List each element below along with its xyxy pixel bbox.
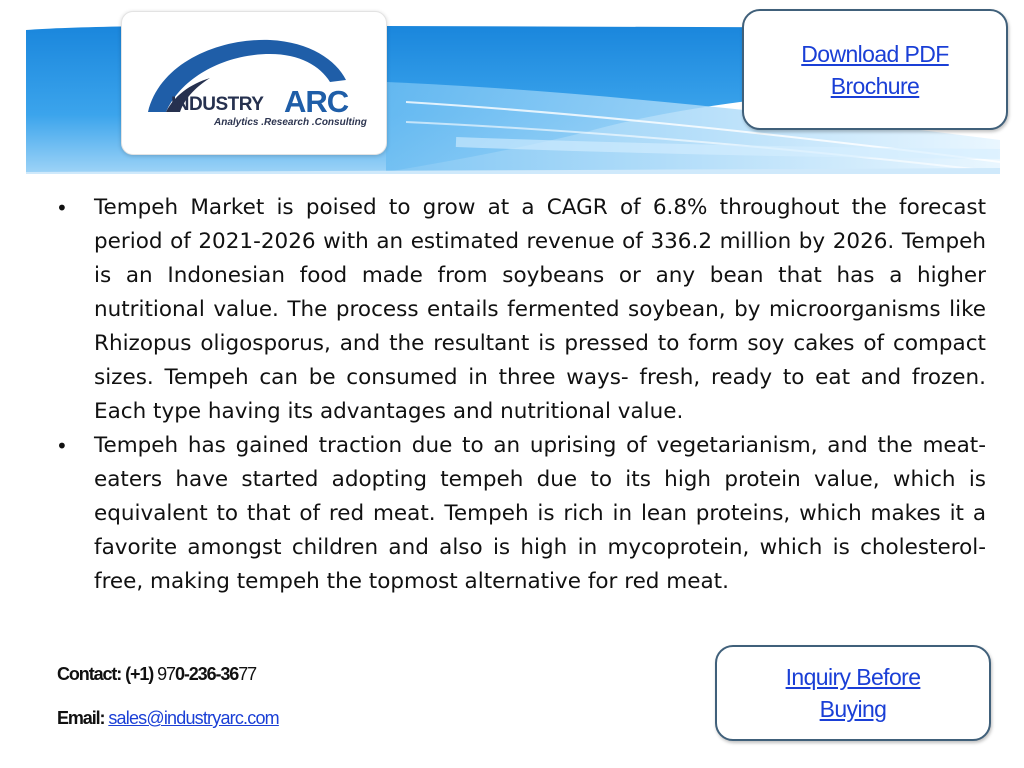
logo-tagline: Analytics .Research .Consulting bbox=[214, 117, 367, 128]
contact-phone-part-2: 0-236-36 bbox=[174, 664, 239, 684]
email-line bbox=[57, 708, 279, 729]
contact-line bbox=[57, 664, 256, 685]
bullet-text: Tempeh Market is poised to grow at a CAGR of 6.8% throughout the forecast period of 2021-2026 with an estimated revenue of 336.2 million by 2026. Tempeh is an Indonesian food made from soybeans or any bean that has a higher nutritional value. The process entails fermented soybean, by microorganisms like Rhizopus oligosporus, and the resultant is pressed to form soy cakes of compact sizes. Tempeh can be consumed in three ways- fresh, ready to eat and frozen. Each type having its advantages and nutritional value. bbox=[94, 195, 986, 424]
inquiry-link[interactable] bbox=[786, 661, 921, 725]
bullet-icon: • bbox=[56, 434, 68, 458]
bullet-icon: • bbox=[56, 196, 68, 220]
bullet-item bbox=[52, 429, 986, 599]
contact-phone-part-1: 97 bbox=[157, 664, 175, 684]
contact-phone-part-3: 77 bbox=[238, 664, 257, 684]
download-brochure-box[interactable] bbox=[742, 9, 1008, 130]
download-link-line-2: Brochure bbox=[830, 72, 920, 99]
bullet-text: Tempeh has gained traction due to an uprising of vegetarianism, and the meat-eaters have started adopting tempeh due to its high protein value, which is equivalent to that of red meat. Tempeh is rich in lean proteins, which makes it a favorite amongst children and also is high in mycoprotein, which is cholesterol-free, making tempeh the topmost alternative for red meat. bbox=[94, 433, 986, 594]
inquiry-box[interactable] bbox=[715, 645, 991, 741]
logo-word-industry: INDUSTRY bbox=[171, 94, 264, 115]
inquiry-link-line-1: Inquiry Before bbox=[785, 664, 921, 690]
email-link[interactable]: sales@industryarc.com bbox=[108, 708, 279, 728]
logo-word-arc: ARC bbox=[284, 84, 349, 119]
logo-wordmark bbox=[171, 84, 371, 119]
inquiry-link-line-2: Buying bbox=[819, 696, 887, 722]
email-label: Email: bbox=[57, 708, 109, 728]
bullet-item bbox=[52, 191, 986, 429]
download-brochure-link[interactable] bbox=[801, 38, 948, 102]
download-link-line-1: Download PDF bbox=[801, 40, 949, 67]
contact-label: Contact: (+1) bbox=[57, 664, 158, 684]
bullet-list bbox=[52, 191, 986, 599]
